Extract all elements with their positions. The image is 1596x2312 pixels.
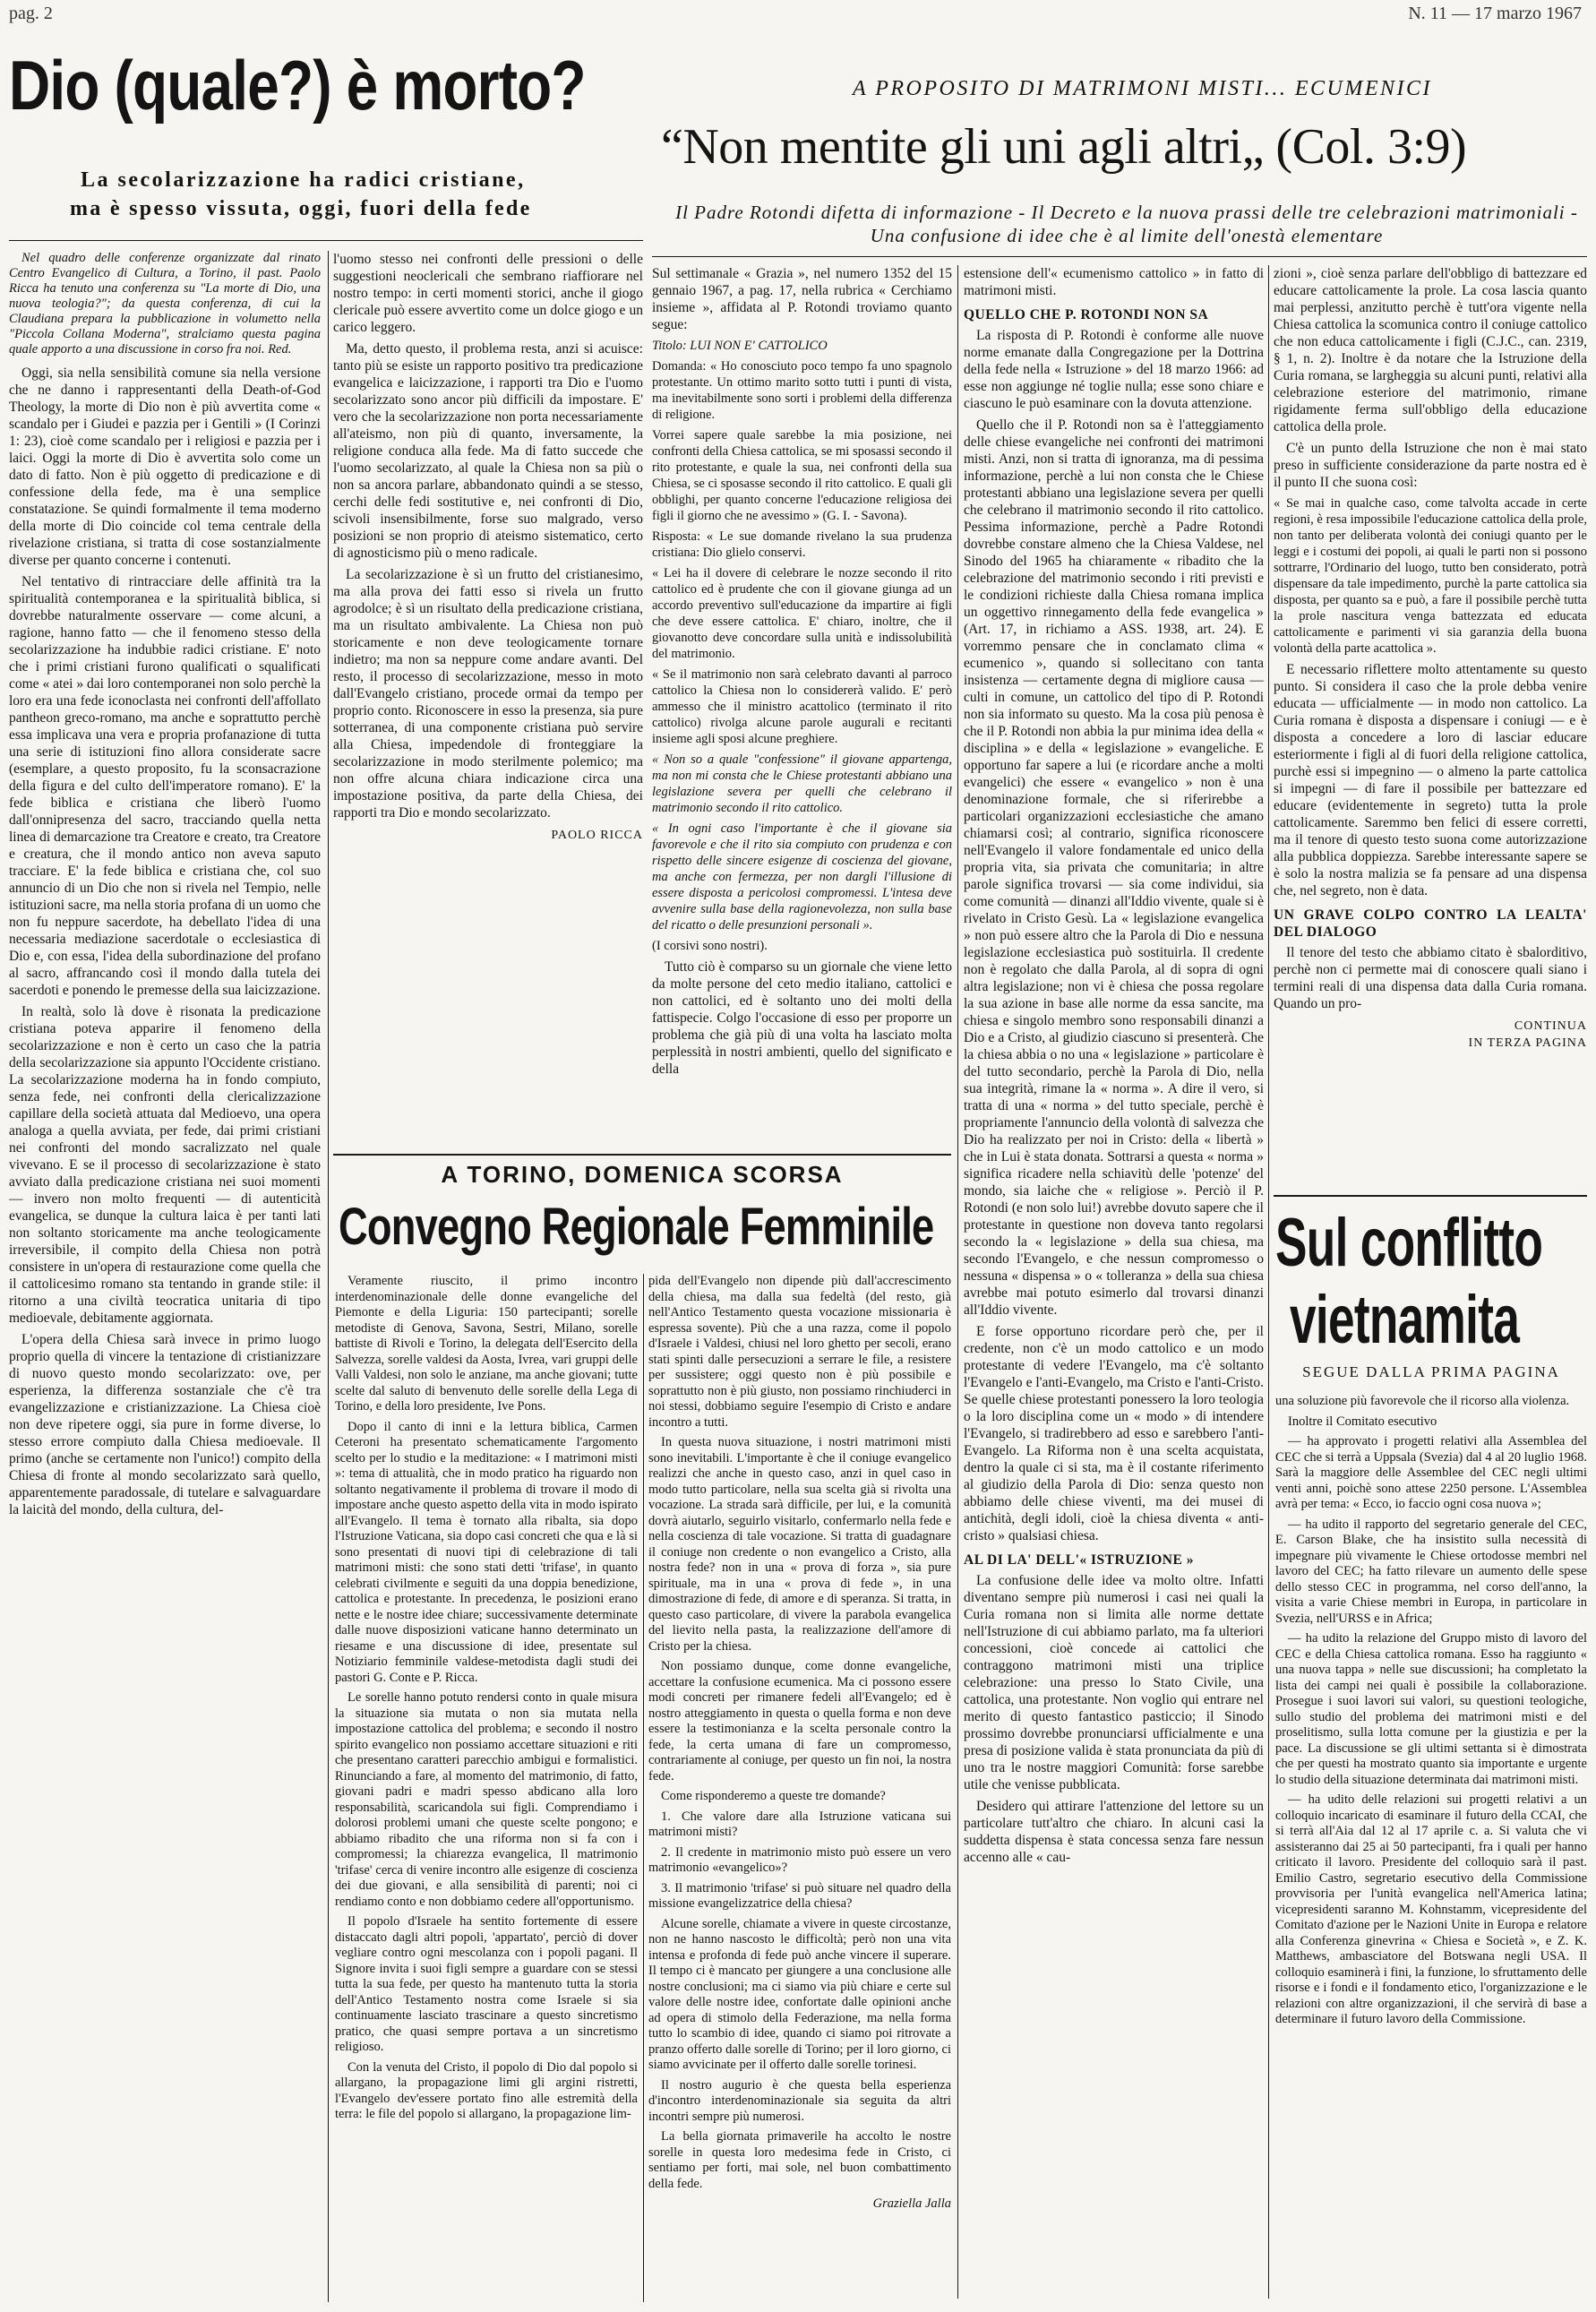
article2-quote: « Lei ha il dovere di celebrare le nozze secondo il rito cattolico ed è prudente che con il giovane giunga ad un accordo preventivo sull'educazione da impartire ai figli che deve essere cattolica. E' chiaro, inoltre, che il giovanotto deve concordare sulla unità e indissolubilità del matrimonio. <box>652 566 952 661</box>
article3-paragraph: Il popolo d'Israele ha sentito fortemente di essere distaccato dagli altri popoli, 'appartato', perciò di dover vegliare contro ogni mescolanza con i popoli pagani. Il Signore invita i suoi figli sempre a guardare con se stessi tutta la sua fede, per questo ha mantenuto tutta la storia dell'Antico Testamento nostra come Israele si sia continuamente lasciato trascinare a questo sincretismo pratico, che quasi sempre portava a un sincretismo religioso. <box>335 1914 638 2054</box>
article2-paragraph: E forse opportuno ricordare però che, per il credente, non c'è un modo cattolico e un modo protestante di vedere l'Evangelo, ma c'è soltanto l'Evangelo e l'anti-Evangelo, ma Cristo e l'anti-Cristo. Se quelle chiese protestanti ponessero la loro teologia o la loro disciplina come un « modo » di intendere l'Evangelo, si tradirebbero ad esso e sarebbero l'anti-Evangelo. La Riforma non è una scelta acquistata, dentro la quale ci si sta, ma è il costante riferimento al giudizio della Parola di Dio: senza questo non abbiamo delle chiese viventi, ma dei musei di antichità, degli idoli, cioè la chiesa diventa « anti-cristo » qualsiasi chiesa. <box>964 1324 1264 1543</box>
article3-paragraph: 1. Che valore dare alla Istruzione vaticana sui matrimoni misti? <box>648 1809 951 1839</box>
article3-paragraph: La bella giornata primaverile ha accolto le nostre sorelle in questa loro medesima fede in Cristo, ci sentiamo per forti, mai sole, nel buon combattimento della fede. <box>648 2129 951 2191</box>
article4-paragraph: — ha udito delle relazioni sui progetti relativi a un colloquio incaricato di esaminare il futuro della CCAI, che si terrà all'Aia dal 12 al 17 aprile c. a. Si valuta che vi assisteranno dai 25 ai 50 partecipanti, fra i quali per hanno criticato il lavoro. Presidente del colloquio sarà il past. Emilio Castro, segretario esecutivo della Commissione provvisoria per l'unità evangelica nell'America latina; vicepresidenti saranno M. Kohnstamm, vicepresidente del Comitato d'azione per le Nazioni Unite in Europa e relatore alla Conferenza ginevrina « Chiesa e Società », e Z. K. Matthews, ambasciatore del Botswana negli USA. Il colloquio esaminerà i fini, la funzione, lo sfruttamento delle risorse e i fondi e il fondamento etico, l'organizzazione e le relazioni con altre organizzazioni, il che servirà di base a determinare il futuro lavoro della Commissione. <box>1275 1792 1587 2026</box>
article2-quote: « Non so a quale "confessione" il giovane appartenga, ma non mi consta che le Chiese protestanti abbiano una legislazione severa per quelli che celebrano il matrimonio secondo il rito cattolico. <box>652 752 952 815</box>
article2-column-3 <box>1274 265 1587 1188</box>
article3-paragraph: Come risponderemo a queste tre domande? <box>661 1789 886 1803</box>
article1-subtitle-line2: ma è spesso vissuta, oggi, fuori della fede <box>70 197 532 220</box>
article1-paragraph: Nel tentativo di rintracciare delle affinità tra la spiritualità contemporanea e la spiritualità biblica, si dovrebbe naturalmente osservare — come alcuni, a ragione, hanno fatto — che il fenomeno stesso della secolarizzazione ha indubbie radici cristiane. E' noto che i primi cristiani furono qualificati o squalificati come « atei » dai loro contemporanei non solo perchè la loro era una fede iconoclasta nei confronti dell'affollato pantheon greco-romano, ma anche e soprattutto perchè essa implicava una vera e propria profanazione di tutta una serie di istituzioni fino allora considerate sacre (esemplare, a questo proposito, fu la sconsacrazione della figura e del culto dell'imperatore romano). E' la fede biblica e cristiana che liberò l'uomo dall'onnipresenza del sacro, tracciando quella netta linea di demarcazione tra Creatore e creato, tra Creatore e creatura, che il mondo antico non aveva saputo tracciare. E' la fede biblica e cristiana che, col suo annuncio di un Dio che non si rivela nel Tempio, nelle istituzioni sacre, ma nella storia profana di un uomo che non fu neppure sacerdote, ha debellato l'idea di una necessaria mediazione sacerdotale o ecclesiastica di Dio e, con essa, l'idea della subordinazione del profano al sacro, affrancando così il mondo dalla tutela dei sacerdoti e ponendo le premesse della sua laicizzazione. <box>9 574 321 998</box>
article2-subhead: UN GRAVE COLPO CONTRO LA LEALTA' DEL DIALOGO <box>1274 907 1587 940</box>
rule <box>652 256 1587 257</box>
article2-kicker: A PROPOSITO DI MATRIMONI MISTI... ECUMENICI <box>853 77 1432 100</box>
page-number: pag. 2 <box>9 4 53 23</box>
article2-quote: « Se mai in qualche caso, come talvolta accade in certe regioni, è resa impossibile l'educazione cattolica della prole, non tanto per deliberata volontà dei coniugi quanto per le leggi e i costumi dei popoli, ai quali le parti non si possono sottrarre, l'Ordinario del luogo, tutto ben considerato, potrà dispensare da tale impedimento, purchè la parte cattolica sia disposta, per quanto sa e può, a fare il possibile perchè tutta la prole nascitura venga battezzata ed educata cattolicamente e parimenti vi sia garanzia della buona volontà della parte acattolica ». <box>1274 496 1587 656</box>
article1-author: PAOLO RICCA <box>551 829 643 842</box>
article2-deck: Il Padre Rotondi difetta di informazione - Il Decreto e la nuova prassi delle tre celebrazioni matrimoniali - Una confusione di idee che è al limite dell'onestà elementare <box>675 202 1578 246</box>
article3-paragraph: Le sorelle hanno potuto rendersi conto in quale misura la situazione sia mutata o non sia mutata nella impostazione cattolica del problema; e secondo il nostro spirito evangelico non possiamo accettare situazioni e riti che presentano caratteri parecchio ambigui e formalistici. Rinunciando a fare, al momento del matrimonio, di fatto, giovani padri e madri spesso abdicano alla loro responsabilità, scaricandola sui figli. Comprendiamo i dolorosi problemi umani che queste scelte pongono; e abbiamo ribadito che una riforma non si fa con i compromessi; la chiarezza evangelica, Il matrimonio 'trifase' cerca di venire incontro alle esigenze di coscienza dei due giovani, e alla sensibilità di parenti; noi ci rendiamo conto e non dobbiamo cedere all'opportunismo. <box>335 1690 638 1909</box>
article2-quote-title: Titolo: LUI NON E' CATTOLICO <box>652 339 828 353</box>
article4-paragraph: — ha udito il rapporto del segretario generale del CEC, E. Carson Blake, che ha insistito sulla necessità di impegnare più vivamente le Chiese ortodosse membri nel lavoro del CEC; ha fatto rilevare un aumento delle spese dello stesso CEC in programma, nel corso dell'anno, la visita a varie Chiese membri in Europa, in particolare in Svezia, nell'URSS e in Africa; <box>1275 1517 1587 1626</box>
article3-column-2 <box>648 1274 951 2302</box>
article3-paragraph: 3. Il matrimonio 'trifase' si può situare nel quadro della missione evangelizzatrice della chiesa? <box>648 1880 951 1911</box>
article2-subhead: QUELLO CHE P. ROTONDI NON SA <box>964 307 1209 322</box>
column-divider <box>328 251 329 2302</box>
article2-paragraph: Quello che il P. Rotondi non sa è l'atteggiamento delle chiese evangeliche nei confronti dei matrimoni misti. Anzi, non si tratta di ignoranza, ma di pessima informazione, perchè a lui non consta che le Chiese protestanti abbiano una legislazione severa per quelli che celebrano il matrimonio secondo il rito cattolico. Pessima informazione, perchè a Padre Rotondi dovrebbe constare almeno che la Chiesa Valdese, nel Sinodo del 1965 ha chiaramente « ribadito che la celebrazione del matrimonio secondo i riti previsti e le condizioni richieste dalla Chiesa romana implica un oggettivo rinnegamento della fede evangelica » (Art. 17, in richiamo a ASS. 1938, art. 24). E vorremmo pensare che in conclamato clima « ecumenico », quando si sollecitano con tanta insistenza — certamente degna di migliore causa — culti in comune, un cattolico del tipo di P. Rotondi non sia informato su questo. Ma la cosa più penosa è che il P. Rotondi non abbia la pur minima idea della « disciplina » e della « legislazione » evangeliche. E opportuno far sapere a lui (e ricordare anche a molti evangelici) che essere « evangelico » non è una denominazione formale, che si riferirebbe a particolari organizzazioni ecclesiastiche che amano chiamarsi così; al contrario, significa riconoscere nell'Evangelo il valore fondamentale ed unico della propria vita, sia privata che comunitaria; in altre parole significa trovarsi — sia come individui, sia come comunità — dinanzi all'Iddio vivente, quale si è rivelato in Cristo Gesù. La « legislazione evangelica » non può essere altro che la Parola di Dio e nessuna legislazione ecclesiastica può sostituirla. Il credente non è regolato che dalla Parola, al di sopra di ogni altra legislazione; non vi è chiesa che possa regolare la sua azione in base alle norme da essa sancite, ma chiesa e singolo membro sono responsabili dinanzi a Dio e a Cristo, al giudizio ciascuno si presenterà. Che la chiesa abbia o no una « legislazione » particolare è del tutto secondario, perchè la Parola di Dio, nella sua integrità, rimane la « norma ». A dire il vero, si tratta di una « norma » del tutto speciale, perchè è propriamente l'annuncio della volontà di salvezza che Dio ha realizzato per noi in Cristo: della « libertà » che in Lui è stata donata. Sottrarsi a questa « norma » significa ricadere nella schiavitù delle 'potenze' del mondo, sia laiche che « religiose ». Perciò il P. Rotondi (e non solo lui!) avrebbe dovuto sapere che il protestante in questione non doveva tanto regolarsi secondo la « legislazione » della sua chiesa, ma secondo l'Evangelo, e che nessun compromesso o nessuna « dispensa » o « tolleranza » della sua chiesa avrebbe mai potuto esimerlo dal trovarsi dinanzi all'Iddio vivente. <box>964 417 1264 1318</box>
column-divider <box>643 1274 644 2302</box>
column-divider <box>1268 265 1269 2299</box>
article2-paragraph: Sul settimanale « Grazia », nel numero 1352 del 15 gennaio 1967, a pag. 17, nella rubrica « Cerchiamo insieme », affidata al P. Rotondi troviamo quanto segue: <box>652 266 952 332</box>
article2-paragraph: Tutto ciò è comparso su un giornale che viene letto da molte persone del ceto medio italiano, cattolici e non cattolici, ed è soltanto uno dei molti della fattispecie. Colgo l'occasione di esso per proporre un problema che già più di una volta ha lasciato molta perplessità in nostri ambienti, quello del significato e della <box>652 959 952 1077</box>
article1-paragraph: L'opera della Chiesa sarà invece in primo luogo proprio quella di vincere la tentazione di cristianizzare di nuovo questo mondo secolarizzato: ove, per esperienza, la differenza sostanziale che c'è tra evangelizzazione e cristianizzazione. La Chiesa cioè non deve ripetere oggi, sia pure in forme diverse, lo stesso errore compiuto dalla Chiesa medioevale. Il primo (anche se certamente non l'unico!) compito della Chiesa di fronte al mondo secolarizzato sarà quello, apparentemente paradossale, di tutelare e salvaguardare la laicità del mondo, della cultura, del- <box>9 1332 321 1517</box>
article2-headline: “Non mentite gli uni agli altri„ (Col. 3:9) <box>661 119 1467 175</box>
article4-headline-line2: vietnamita <box>1290 1282 1520 1358</box>
article2-quote: (I corsivi sono nostri). <box>652 939 768 953</box>
article1-column-2 <box>333 251 643 1147</box>
continued-label: CONTINUA <box>1514 1019 1587 1033</box>
article3-paragraph: Alcune sorelle, chiamate a vivere in queste circostanze, non ne hanno nascosto le difficoltà; però non una vita intensa e profonda di fede può anche vincere il superare. Il tempo ci è mancato per giungere a una conclusione alle nostre conclusioni; ma ci siamo via più chiare e certe sul valore delle nostre idee, confortate dalle opinioni anche ad opera di stimolo della Federazione, ma nella forma tutto lo scambio di idee, quando ci siamo poi ritrovate a pranzo offerto dalle sorelle di Torino; per il loro giorno, ci siamo avvicinate per il offerto dalle sorelle torinesi. <box>648 1916 951 2072</box>
article3-paragraph: Dopo il canto di inni e la lettura biblica, Carmen Ceteroni ha presentato schematicamente l'argomento scelto per lo studio e la meditazione: « I matrimoni misti »: tema di attualità, che in modo pratico ha riguardo non soltanto negativamente il problema di trovare il modo di impostare anche questo aspetto della vita in modo ispirato all'Evangelo. Il tema è tornato alla ribalta, sia dopo l'Istruzione Vaticana, sia dopo casi concreti che qua e là si sono presentati di nuovi tipi di celebrazione di tali matrimoni misti: che sono stati detti 'trifase', in quanto celebrati civilmente e seguiti da una doppia benedizione, cattolica e protestante. In precedenza, le posizioni erano nette e le nostre idee chiare; successivamente determinate dalle nuove disposizioni vaticane hanno determinato un riesame e una discussione di idee, presentate sul Notiziario femminile valdese-metodista dagli studi dei pastori G. Conte e P. Ricca. <box>335 1419 638 1685</box>
article3-author: Graziella Jalla <box>872 2196 951 2211</box>
rule <box>333 1154 951 1156</box>
article1-paragraph: Ma, detto questo, il problema resta, anzi si acuisce: tanto più se esiste un rapporto positivo tra predicazione evangelica e laicizzazione, i rapporti tra Dio e l'uomo secolarizzato sono ancor più difficili da impostare. E' vero che la secolarizzazione non porta necessariamente all'ateismo, non più di quanto, inversamente, la religione conduca alla fede. Ma di fatto succede che l'uomo secolarizzato, al quale la Chiesa non sa più o non sa ancora parlare, abbandonato quindi a se stesso, cerchi delle fedi sostitutive e, nei confronti di Dio, scivoli insensibilmente, forse suo malgrado, verso posizioni se non proprio di ateismo sistematico, certo di agnosticismo più o meno radicale. <box>333 341 643 561</box>
article2-column-1 <box>652 265 952 1125</box>
article3-paragraph: In questa nuova situazione, i nostri matrimoni misti sono inevitabili. L'importante è che il coniuge evangelico realizzi che anche in questo caso, anzi in quel caso in modo tutto particolare, nella sua scelta già si rivolta una vocazione. La strada sarà difficile, per lui, e la comunità dovrà aiutarlo, seguirlo visitarlo, confermarlo nella fede e nella coscienza di tale vocazione. Si tratta di guadagnare il coniuge non credente o non evangelico a Cristo, alla nostra fede? non in una « prova di forza », sia pure spirituale, ma in una « prova di fede », in una dimostrazione di fede, di amore e di speranza. Si tratta, in questo caso particolare, di vivere la parabola evangelica del lievito nella pasta, la realizzazione dell'amore di Cristo per la chiesa. <box>648 1435 951 1654</box>
article4-paragraph: Inoltre il Comitato esecutivo <box>1288 1414 1437 1429</box>
article2-paragraph: C'è un punto della Istruzione che non è mai stato preso in sufficiente considerazione da parte nostra ed è il punto II che suona così: <box>1274 441 1587 490</box>
continued-page: IN TERZA PAGINA <box>1468 1036 1587 1050</box>
article3-headline: Convegno Regionale Femminile <box>339 1198 934 1256</box>
article2-quote: « In ogni caso l'importante è che il giovane sia favorevole e che il rito sia compiuto con prudenza e con rispetto delle sincere esigenze di coscienza del giovane, ma anche con fermezza, per non dargli l'illusione di essere disposta a pericolosi compromessi. L'intesa deve avvenire sulla base della ragionevolezza, non sulla base del ricatto o delle presunzioni personali ». <box>652 821 952 933</box>
article1-paragraph: La secolarizzazione è sì un frutto del cristianesimo, ma alla prova dei fatti esso si rivela un frutto agrodolce; è sì un risultato della predicazione cristiana, ma un risultato ambivalente. La Chiesa non può storicamente e non deve teologicamente tornare indietro; ma non sa neppure come andare avanti. Del resto, il processo di secolarizzazione, messo in moto dall'Evangelo cristiano, procede ormai da tempo per proprio conto. Riconoscere in esso la presenza, sia pure sotterranea, di una componente cristiana può servire alla Chiesa, impedendole di fronteggiare la secolarizzazione in modo sterilmente polemico; ma non offre alcuna chiara indicazione circa una impostazione positiva, da parte della Chiesa, dei rapporti tra Dio e mondo secolarizzato. <box>333 567 643 821</box>
article1-paragraph: l'uomo stesso nei confronti delle pressioni o delle suggestioni neoclericali che sembrano riaffiorare nel nostro tempo: in certi momenti storici, anche il giogo clericale può essere avvertito come un dolce giogo e un carico leggero. <box>333 252 643 335</box>
article2-quote: Vorrei sapere quale sarebbe la mia posizione, nei confronti della Chiesa cattolica, se mi sposassi secondo il rito protestante, e quale la sua, nei confronti della sua Chiesa, se ci sposasse secondo il rito cattolico. E quali gli obblighi, per quanto concerne l'educazione religiosa dei figli il giorno che ne avessimo » (G. I. - Savona). <box>652 428 952 523</box>
rule <box>9 240 643 241</box>
article2-subhead: AL DI LA' DELL'« ISTRUZIONE » <box>964 1552 1194 1568</box>
article1-paragraph: In realtà, solo là dove è risonata la predicazione cristiana poteva apparire il fenomeno della secolarizzazione e non è certo un caso che la patria della secolarizzazione sia appunto l'Occidente cristiano. La secolarizzazione moderna ha in fondo compiuto, senza fede, nei confronti della clericalizzazione capillare della società attuata dal Medioevo, una opera analoga a quella avviata, per fede, dai primi cristiani nei confronti del mondo sacralizzato nel quale vivevano. E se il processo di secolarizzazione è stato avviato dalla predicazione cristiana nei suoi momenti — invero non molto frequenti — di autenticità evangelica, se dunque la cultura laica è per tanti lati non soltanto storicamente ma anche teologicamente irreversibile, il compito della Chiesa non potrà consistere in un'opera di restaurazione come quella che il cattolicesimo romano sta tentando in grande stile: il ritorno a una civiltà teocratica unitaria di tipo medioevale, debitamente aggiornata. <box>9 1004 321 1326</box>
article2-paragraph: La risposta di P. Rotondi è conforme alle nuove norme emanate dalla Congregazione per la Dottrina della fede nella « Istruzione » del 18 marzo 1966: ad esse non aggiunge né toglie nulla; esse sono chiare e ciascuno le può esaminare con la dovuta attenzione. <box>964 328 1264 411</box>
article3-paragraph: 2. Il credente in matrimonio misto può essere un vero matrimonio «evangelico»? <box>648 1844 951 1875</box>
article3-paragraph: pida dell'Evangelo non dipende più dall'accrescimento della chiesa, ma dalla sua fedeltà (del resto, già nell'Antico Testamento questa vocazione missionaria è espressa sovente). Più che a una razza, come il popolo d'Israele i Valdesi, chiusi nel loro ghetto per secoli, erano stati spinti dalle persecuzioni a serrare le file, a resistere per sussistere; oggi questo non è più possibile e soprattutto non è più giusto, non possiamo rinchiuderci in noi stessi, dobbiamo seguire l'esempio di Cristo e andare incontro a tutti. <box>648 1274 951 1430</box>
article2-quote: « Se il matrimonio non sarà celebrato davanti al parroco cattolico la Chiesa non lo considererà valido. E' però ammesso che il ministro acattolico (terminato il rito cattolico) rivolga alcune parole augurali e recitanti insieme agli sposi alcune preghiere. <box>652 667 952 746</box>
article3-paragraph: Non possiamo dunque, come donne evangeliche, accettare la confusione ecumenica. Ma ci possono essere modi concreti per rimanere fedeli all'Evangelo; ed è nostro atteggiamento in questa o quella forma e non deve essere la testimonianza e la scelta personale contro la fede, la certa umana di fare un compromesso, contrariamente al coniuge, per questo un fin noi, la nostra fede. <box>648 1659 951 1783</box>
article1-intro: Nel quadro delle conferenze organizzate dal rinato Centro Evangelico di Cultura, a Torino, il past. Paolo Ricca ha tenuto una conferenza su "La morte di Dio, una nuova teologia?"; da questa conferenza, di cui la Claudiana prepara la pubblicazione in volumetto nella "Piccola Collana Moderna", stralciamo questa pagina quale apporto a una discussione in corso fra noi. Red. <box>9 251 321 357</box>
article1-headline: Dio (quale?) è morto? <box>9 46 586 125</box>
article3-kicker: A TORINO, DOMENICA SCORSA <box>441 1161 844 1188</box>
column-divider <box>957 265 958 2299</box>
article1-column-1 <box>9 251 321 2302</box>
article4-paragraph: una soluzione più favorevole che il ricorso alla violenza. <box>1275 1394 1570 1408</box>
article2-paragraph: estensione dell'« ecumenismo cattolico » in fatto di matrimoni misti. <box>964 266 1264 298</box>
rule <box>1274 1195 1587 1197</box>
article2-paragraph: Il tenore del testo che abbiamo citato è sbalorditivo, perchè non ci permette mai di conoscere quali siano i termini reali di una dispensa data dalla Curia romana. Quando un pro- <box>1274 945 1587 1011</box>
article3-paragraph: Veramente riuscito, il primo incontro interdenominazionale delle donne evangeliche del Piemonte e della Liguria: 150 partecipanti; sorelle metodiste di Genova, Savona, Sestri, Milano, sorelle battiste di Rivoli e Torino, la delegata dell'Esercito della Salvezza, sorelle valdesi da Aosta, Ivrea, vari gruppi delle Valli Valdesi, non solo le anziane, ma anche giovani; tutte scelte dal saluto di benvenuto delle sorelle della Lega di Torino, e della loro presidente, Ive Pons. <box>335 1274 638 1414</box>
article2-quote: Domanda: « Ho conosciuto poco tempo fa uno spagnolo protestante. Un ottimo marito sotto tutti i punti di vista, ma inevitabilmente sono sorti i problemi della differenza di religione. <box>652 359 952 422</box>
article4-kicker: SEGUE DALLA PRIMA PAGINA <box>1302 1363 1560 1380</box>
article1-paragraph: Oggi, sia nella sensibilità comune sia nella versione che ne danno i rappresentanti della Death-of-God Theology, la morte di Dio non è più avvertita come « scandalo per i Giudei e pazzia per i Gentili » (I Corinzi 1: 23), cioè come scandalo per i religiosi e pazzia per i laici. Oggi la morte di Dio è avvertita solo come un dato di fatto. Non è più oggetto di predicazione e di confessione della fede, ma è una semplice constatazione. Se quindi formalmente il tema moderno della morte di Dio coincide col tema centrale della rivelazione cristiana, si tratta di cose sostanzialmente diverse per quanto concerne i contenuti. <box>9 365 321 568</box>
article4-paragraph: — ha approvato i progetti relativi alla Assemblea del CEC che si terrà a Uppsala (Svezia) dal 4 al 20 luglio 1968. Sarà la maggiore delle Assemblee del CEC negli ultimi venti anni, poichè sono attese 2250 persone. L'Assemblea avrà per tema: « Ecco, io faccio ogni cosa nuova »; <box>1275 1434 1587 1511</box>
article3-paragraph: Il nostro augurio è che questa bella esperienza d'incontro interdenominazionale sia seguita da altri incontri sempre più numerosi. <box>648 2077 951 2124</box>
article4-paragraph: — ha udito la relazione del Gruppo misto di lavoro del CEC e della Chiesa cattolica romana. Esso ha raggiunto « una nuova tappa » nelle sue discussioni; ha completato la lista dei campi nei quali è possibile la collaborazione. Prosegue i suoi lavori sui valori, su questioni teologiche, sullo studio del problema dei matrimoni misti e del proselitismo, sulla lotta comune per la giustizia e per la pace. La discussione se gli ultimi settanta si è dimostrata che per questi ha mostrato quanto sia importante e urgente lo studio della situazione determinata dai matrimoni misti. <box>1275 1631 1587 1787</box>
article3-column-1 <box>335 1274 638 2302</box>
article2-column-2 <box>964 265 1264 2299</box>
issue-date: N. 11 — 17 marzo 1967 <box>1408 4 1582 23</box>
article2-quote: Risposta: « Le sue domande rivelano la sua prudenza cristiana: Dio glielo conservi. <box>652 529 952 560</box>
article4-column <box>1275 1394 1587 2302</box>
article2-paragraph: La confusione delle idee va molto oltre. Infatti diventano sempre più numerosi i casi nei quali la Curia romana non si limita alle norme dettate nell'Istruzione di cui abbiamo parlato, ma fa ulteriori concessioni, cioè concede ai cattolici che contraggono matrimoni misti una triplice celebrazione: una presso lo Stato Civile, una cattolica, una protestante. Non voglio qui entrare nel merito di questo fantastico pasticcio; il Sinodo prossimo dovrebbe pronunciarsi ufficialmente e una presa di posizione valida è stata pronunciata da più di uno tra le nostre maggiori Comunità: forse sarebbe utile che venisse pubblicata. <box>964 1573 1264 1792</box>
article2-paragraph: Desidero qui attirare l'attenzione del lettore su un particolare tutt'altro che chiaro. In alcuni casi la suddetta dispensa è stata concessa senza fare nessun accenno alle « cau- <box>964 1799 1264 1865</box>
article1-subtitle-line1: La secolarizzazione ha radici cristiane, <box>81 168 526 192</box>
article3-paragraph: Con la venuta del Cristo, il popolo di Dio dal popolo si allargano, la propagazione limi gli argini ristretti, l'Evangelo dev'essere portato fino alle estremità della terra: le file del popolo si allargano, la propagazione lim- <box>335 2059 638 2121</box>
article2-paragraph: zioni », cioè senza parlare dell'obbligo di battezzare ed educare cattolicamente la prole. La cosa lascia quanto mai perplessi, anzitutto perchè è tutt'ora vigente nella Chiesa cattolica la scomunica contro il coniuge cattolico che non educa cattolicamente i figli (C.J.C., can. 2319, § 1, n. 2). Inoltre è da notare che la Istruzione della Curia romana, se largheggia su alcuni punti, relativi alla celebrazione esteriore del matrimonio, rimane rigidamente ferma sull'obbligo della educazione cattolica della prole. <box>1274 266 1587 434</box>
article2-paragraph: E necessario riflettere molto attentamente su questo punto. Si considera il caso che la prole debba venire educata — ufficialmente — in modo non cattolico. La Curia romana è disposta a dispensare i coniugi — e è disposta a concedere a loro di lasciar educare esteriormente i figli al di fuori della religione cattolica, purchè essi si impegnino — o almeno la parte cattolica si impegni — di fare il possibile per battezzare ed educare (evidentemente in segreto) tutta la prole cattolicamente. Saremmo ben felici di essere corretti, ma il tenore di questo testo suona come autorizzazione alla pubblica doppiezza. Sarebbe interessante sapere se è solo la nostra malizia se fa pensare ad una dispensa che, nel segreto, non è data. <box>1274 662 1587 898</box>
article4-headline-line1: Sul conflitto <box>1275 1205 1543 1281</box>
